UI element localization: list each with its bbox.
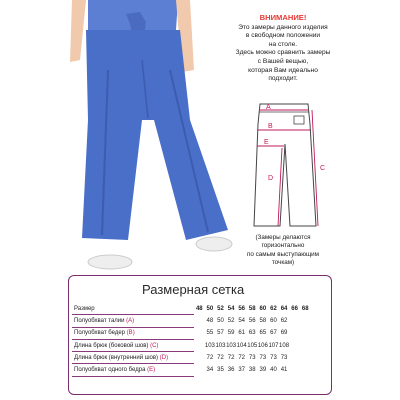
- diagram-note-line: горизонтально: [261, 242, 305, 250]
- table-cell: 63: [248, 330, 256, 337]
- table-cell: [300, 352, 311, 364]
- table-cell: 72: [206, 354, 214, 361]
- size-header: 54: [227, 305, 235, 312]
- row-code: (B): [126, 330, 135, 337]
- size-header: 66: [291, 305, 298, 312]
- table-cell: 107: [268, 342, 279, 349]
- size-header: 68: [301, 305, 309, 312]
- measurement-diagram: [238, 100, 328, 230]
- row-label-text: Длина брюк (боковой шов): [74, 342, 149, 349]
- size-header: 62: [270, 305, 277, 312]
- notice-line: подходит.: [268, 75, 298, 83]
- row-label-text: Полуобхват бедер: [74, 330, 126, 337]
- right-shoe: [196, 237, 232, 251]
- table-cell: 72: [238, 354, 246, 361]
- trouser-outline: [254, 104, 316, 226]
- table-cell: 106: [257, 342, 268, 349]
- table-cell: 56: [248, 317, 256, 324]
- table-cell: 54: [238, 317, 246, 324]
- table-cell: 103: [204, 342, 215, 349]
- table-cell: 72: [227, 354, 235, 361]
- row-code: (D): [159, 354, 169, 361]
- row-label: [72, 364, 194, 376]
- table-cell: 72: [217, 354, 224, 361]
- table-row: [72, 339, 311, 351]
- header-label: Размер: [72, 303, 194, 315]
- row-code: (E): [147, 367, 156, 374]
- diagram-note: [228, 234, 338, 268]
- table-cell: 73: [280, 354, 288, 361]
- notice-block: [228, 14, 338, 84]
- product-photo: [58, 0, 238, 280]
- row-code: (A): [126, 317, 135, 324]
- row-code: (C): [150, 342, 159, 349]
- table-cell: [289, 352, 300, 364]
- table-cell: 61: [238, 330, 246, 337]
- table-cell: 41: [280, 367, 288, 374]
- row-label: [72, 352, 194, 364]
- table-cell: 62: [280, 317, 288, 324]
- diagram-note-line: по самым выступающим: [246, 250, 320, 258]
- table-cell: 108: [279, 342, 290, 349]
- size-header: 60: [259, 305, 267, 312]
- table-header-row: [72, 303, 311, 315]
- row-label-text: Длина брюк (внутренний шов): [74, 354, 159, 361]
- table-cell: 73: [259, 354, 267, 361]
- diagram-letter-c: C: [320, 165, 326, 172]
- table-cell: 57: [217, 330, 224, 337]
- diagram-letter-a: A: [266, 104, 271, 111]
- left-arm: [70, 0, 86, 62]
- table-cell: 38: [248, 367, 256, 374]
- table-cell: [194, 315, 205, 327]
- table-cell: 73: [270, 354, 277, 361]
- table-cell: 69: [280, 330, 288, 337]
- table-cell: 60: [270, 317, 277, 324]
- size-header: 52: [217, 305, 224, 312]
- table-cell: [194, 327, 205, 339]
- size-header: 58: [248, 305, 256, 312]
- table-row: [72, 364, 311, 376]
- table-cell: [289, 315, 300, 327]
- notice-line: которая Вам идеально: [248, 66, 318, 74]
- table-cell: 48: [206, 317, 214, 324]
- table-cell: 36: [227, 367, 235, 374]
- table-cell: [289, 339, 300, 351]
- table-cell: 40: [270, 367, 277, 374]
- diagram-letter-b: B: [268, 123, 273, 130]
- table-cell: [300, 364, 311, 376]
- table-cell: 104: [236, 342, 247, 349]
- size-header: 50: [206, 305, 214, 312]
- left-shoe: [88, 255, 132, 269]
- notice-title: ВНИМАНИЕ!: [259, 13, 307, 22]
- diagram-note-line: (Замеры делаются: [255, 234, 311, 241]
- row-label: [72, 327, 194, 339]
- table-cell: 59: [227, 330, 235, 337]
- size-chart-title: Размерная сетка: [142, 282, 245, 297]
- size-header: 64: [280, 305, 288, 312]
- diagram-letter-d: D: [268, 175, 274, 182]
- diagram-note-line: точкам): [271, 259, 295, 267]
- table-cell: 105: [247, 342, 258, 349]
- table-cell: [194, 364, 205, 376]
- row-label: [72, 315, 194, 327]
- table-cell: 55: [206, 330, 214, 337]
- table-cell: 34: [206, 367, 214, 374]
- table-cell: 67: [270, 330, 277, 337]
- notice-line: Это замеры данного изделия: [238, 23, 328, 31]
- table-cell: 103: [215, 342, 226, 349]
- size-table: [72, 303, 311, 377]
- table-cell: 39: [259, 367, 267, 374]
- table-row: [72, 327, 311, 339]
- table-cell: 52: [227, 317, 235, 324]
- table-cell: 50: [217, 317, 224, 324]
- notice-line: в свободном положении: [245, 32, 321, 40]
- size-header: 48: [195, 305, 203, 312]
- table-row: [72, 352, 311, 364]
- table-cell: [194, 339, 205, 351]
- table-cell: 103: [226, 342, 237, 349]
- row-label-text: Полуобхват талии: [74, 317, 125, 324]
- table-row: [72, 315, 311, 327]
- table-cell: [300, 339, 311, 351]
- table-cell: 73: [248, 354, 256, 361]
- table-cell: [300, 327, 311, 339]
- table-cell: 58: [259, 317, 267, 324]
- table-cell: [289, 364, 300, 376]
- table-cell: 35: [217, 367, 224, 374]
- size-header: 56: [238, 305, 246, 312]
- row-label: [72, 339, 194, 351]
- row-label-text: Полуобхват одного бедра: [74, 367, 146, 374]
- notice-line: с Вашей вещью,: [257, 57, 309, 65]
- table-cell: [300, 315, 311, 327]
- table-cell: [289, 327, 300, 339]
- notice-line: на столе.: [268, 40, 298, 48]
- diagram-letter-e: E: [264, 139, 269, 146]
- notice-line: Здесь можно сравнить замеры: [235, 49, 331, 57]
- table-cell: 65: [259, 330, 267, 337]
- table-cell: [194, 352, 205, 364]
- table-cell: 37: [238, 367, 246, 374]
